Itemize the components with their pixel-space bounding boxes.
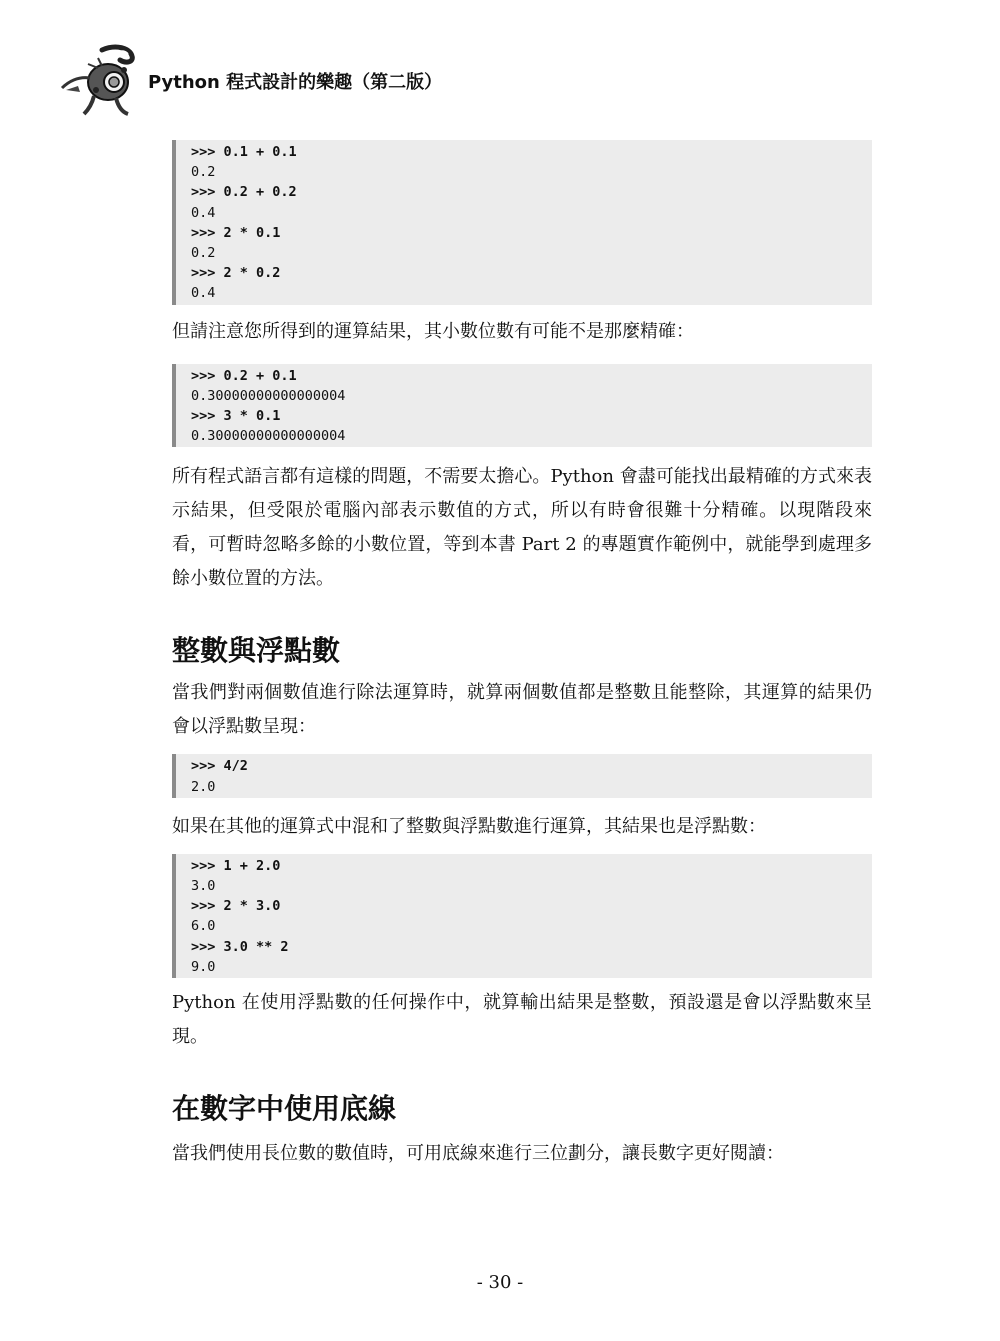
code-input-line: >>> 3 * 0.1: [191, 408, 281, 425]
code-output-line: 0.30000000000000004: [191, 428, 346, 445]
code-input-line: >>> 1 + 2.0: [191, 857, 281, 874]
code-output-line: 0.2: [191, 245, 216, 262]
python-snake-robot-icon: [58, 42, 146, 118]
body-paragraph: Python 在使用浮點數的任何操作中，就算輸出結果是整數，預設還是會以浮點數來呈現。: [172, 992, 872, 1048]
code-input-line: >>> 0.1 + 0.1: [191, 144, 297, 160]
page-content: [172, 140, 872, 1171]
code-block: [172, 140, 872, 305]
code-block: [172, 754, 872, 797]
body-paragraph: 當我們使用長位數的數值時，可用底線來進行三位劃分，讓長數字更好閱讀：: [172, 1143, 784, 1165]
code-input-line: >>> 2 * 0.1: [191, 224, 281, 241]
body-paragraph: 但請注意您所得到的運算結果，其小數位數有可能不是那麼精確：: [172, 320, 694, 342]
code-output-line: 6.0: [191, 918, 216, 935]
body-paragraph: 所有程式語言都有這樣的問題，不需要太擔心。Python 會盡可能找出最精確的方式來表示結果，但受限於電腦內部表示數值的方式，所以有時會很難十分精確。以現階段來看，可暫時忽略多餘的小數位置，等到本書 Part 2 的專題實作範例中，就能學到處理多餘小數位置的方法。: [172, 466, 872, 590]
code-output-line: 9.0: [191, 958, 216, 975]
code-input-line: >>> 2 * 0.2: [191, 265, 281, 282]
code-input-line: >>> 0.2 + 0.1: [191, 367, 297, 384]
code-output-line: 0.2: [191, 164, 216, 181]
code-output-line: 0.4: [191, 285, 216, 302]
section-heading: 在數字中使用底線: [172, 1092, 397, 1126]
code-input-line: >>> 0.2 + 0.2: [191, 184, 297, 201]
code-input-line: >>> 2 * 3.0: [191, 898, 281, 915]
code-block: [172, 364, 872, 448]
body-paragraph: 當我們對兩個數值進行除法運算時，就算兩個數值都是整數且能整除，其運算的結果仍會以浮點數呈現：: [172, 682, 872, 738]
code-output-line: 0.30000000000000004: [191, 387, 346, 404]
code-output-line: 3.0: [191, 878, 216, 895]
code-block: [172, 854, 872, 978]
book-title: Python 程式設計的樂趣（第二版）: [148, 72, 443, 93]
page-header: [58, 40, 658, 120]
section-heading: 整數與浮點數: [172, 634, 341, 668]
code-input-line: >>> 3.0 ** 2: [191, 938, 289, 955]
body-paragraph: 如果在其他的運算式中混和了整數與浮點數進行運算，其結果也是浮點數：: [172, 815, 766, 837]
code-output-line: 2.0: [191, 778, 216, 795]
page-number: - 30 -: [476, 1272, 524, 1293]
code-input-line: >>> 4/2: [191, 758, 248, 775]
code-output-line: 0.4: [191, 204, 216, 221]
